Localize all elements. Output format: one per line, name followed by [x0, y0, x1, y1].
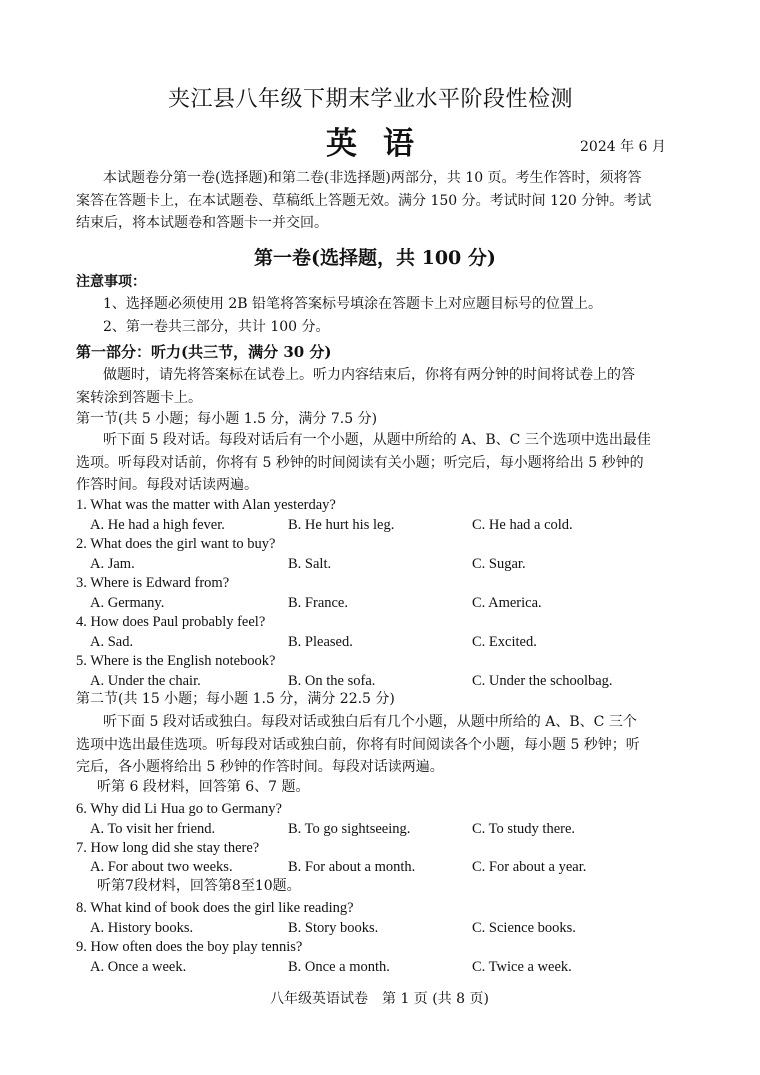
option-b: B. To go sightseeing.	[288, 821, 411, 837]
exam-date: 2024 年 6 月	[580, 139, 666, 155]
question-text: 9. How often does the boy play tennis?	[76, 939, 303, 955]
section2-instruction: 完后，各小题将给出 5 秒钟的作答时间。每段对话读两遍。	[76, 759, 444, 775]
option-b: B. Pleased.	[288, 634, 353, 650]
option-c: C. He had a cold.	[472, 517, 573, 533]
question-text: 5. Where is the English notebook?	[76, 653, 276, 669]
material-note: 听第 6 段材料，回答第 6、7 题。	[97, 779, 310, 795]
subject-title: 英语	[326, 126, 440, 162]
intro-line: 本试题卷分第一卷(选择题)和第二卷(非选择题)两部分，共 10 页。考生作答时，须将答	[103, 170, 642, 186]
section1-instruction: 选项。听每段对话前，你将有 5 秒钟的时间阅读有关小题；听完后，每小题将给出 5 秒钟的	[76, 455, 644, 471]
listening-instruction: 做题时，请先将答案标在试卷上。听力内容结束后，你将有两分钟的时间将试卷上的答	[103, 367, 635, 383]
question-text: 7. How long did she stay there?	[76, 840, 260, 856]
intro-line: 结束后，将本试题卷和答题卡一并交回。	[76, 215, 328, 231]
question-text: 4. How does Paul probably feel?	[76, 614, 266, 630]
option-c: C. Twice a week.	[472, 959, 572, 975]
option-b: B. Salt.	[288, 556, 332, 572]
notice-title: 注意事项：	[76, 274, 146, 290]
option-b: B. Once a month.	[288, 959, 390, 975]
question-text: 3. Where is Edward from?	[76, 575, 230, 591]
option-c: C. For about a year.	[472, 859, 587, 875]
option-c: C. Under the schoolbag.	[472, 673, 613, 689]
option-a: A. Sad.	[90, 634, 134, 650]
section2-heading: 第二节(共 15 小题；每小题 1.5 分，满分 22.5 分)	[76, 691, 395, 707]
option-b: B. Story books.	[288, 920, 379, 936]
section1-instruction: 听下面 5 段对话。每段对话后有一个小题，从题中所给的 A、B、C 三个选项中选出最佳	[103, 432, 651, 448]
listening-instruction: 案转涂到答题卡上。	[76, 390, 202, 406]
option-c: C. Sugar.	[472, 556, 526, 572]
notice-item: 2、第一卷共三部分，共计 100 分。	[103, 319, 330, 335]
option-c: C. America.	[472, 595, 542, 611]
option-b: B. France.	[288, 595, 348, 611]
section2-instruction: 听下面 5 段对话或独白。每段对话或独白后有几个小题，从题中所给的 A、B、C 三个	[103, 714, 637, 730]
option-a: A. For about two weeks.	[90, 859, 233, 875]
material-note: 听第7段材料，回答第8至10题。	[97, 878, 301, 894]
listening-heading: 第一部分：听力(共三节，满分 30 分)	[76, 343, 332, 361]
option-b: B. He hurt his leg.	[288, 517, 395, 533]
section1-heading: 第一节(共 5 小题；每小题 1.5 分，满分 7.5 分)	[76, 411, 378, 427]
option-a: A. To visit her friend.	[90, 821, 216, 837]
question-text: 1. What was the matter with Alan yesterday?	[76, 497, 336, 513]
question-text: 8. What kind of book does the girl like reading?	[76, 900, 354, 916]
option-a: A. Jam.	[90, 556, 135, 572]
option-c: C. Science books.	[472, 920, 576, 936]
option-a: A. Once a week.	[90, 959, 187, 975]
notice-item: 1、选择题必须使用 2B 铅笔将答案标号填涂在答题卡上对应题目标号的位置上。	[103, 296, 603, 312]
page-footer: 八年级英语试卷 第 1 页 (共 8 页)	[270, 991, 489, 1007]
option-a: A. Germany.	[90, 595, 165, 611]
option-c: C. Excited.	[472, 634, 537, 650]
question-text: 2. What does the girl want to buy?	[76, 536, 276, 552]
intro-line: 案答在答题卡上，在本试题卷、草稿纸上答题无效。满分 150 分。考试时间 120 分钟。考试	[76, 193, 652, 209]
section2-instruction: 选项中选出最佳选项。听每段对话或独白前，你将有时间阅读各个小题，每小题 5 秒钟；听	[76, 737, 640, 753]
option-a: A. Under the chair.	[90, 673, 201, 689]
volume-heading: 第一卷(选择题，共 100 分)	[254, 247, 496, 269]
option-b: B. For about a month.	[288, 859, 416, 875]
section1-instruction: 作答时间。每段对话读两遍。	[76, 477, 258, 493]
exam-title: 夹江县八年级下期末学业水平阶段性检测	[168, 87, 574, 112]
option-a: A. He had a high fever.	[90, 517, 225, 533]
option-b: B. On the sofa.	[288, 673, 376, 689]
option-a: A. History books.	[90, 920, 194, 936]
question-text: 6. Why did Li Hua go to Germany?	[76, 801, 282, 817]
option-c: C. To study there.	[472, 821, 576, 837]
